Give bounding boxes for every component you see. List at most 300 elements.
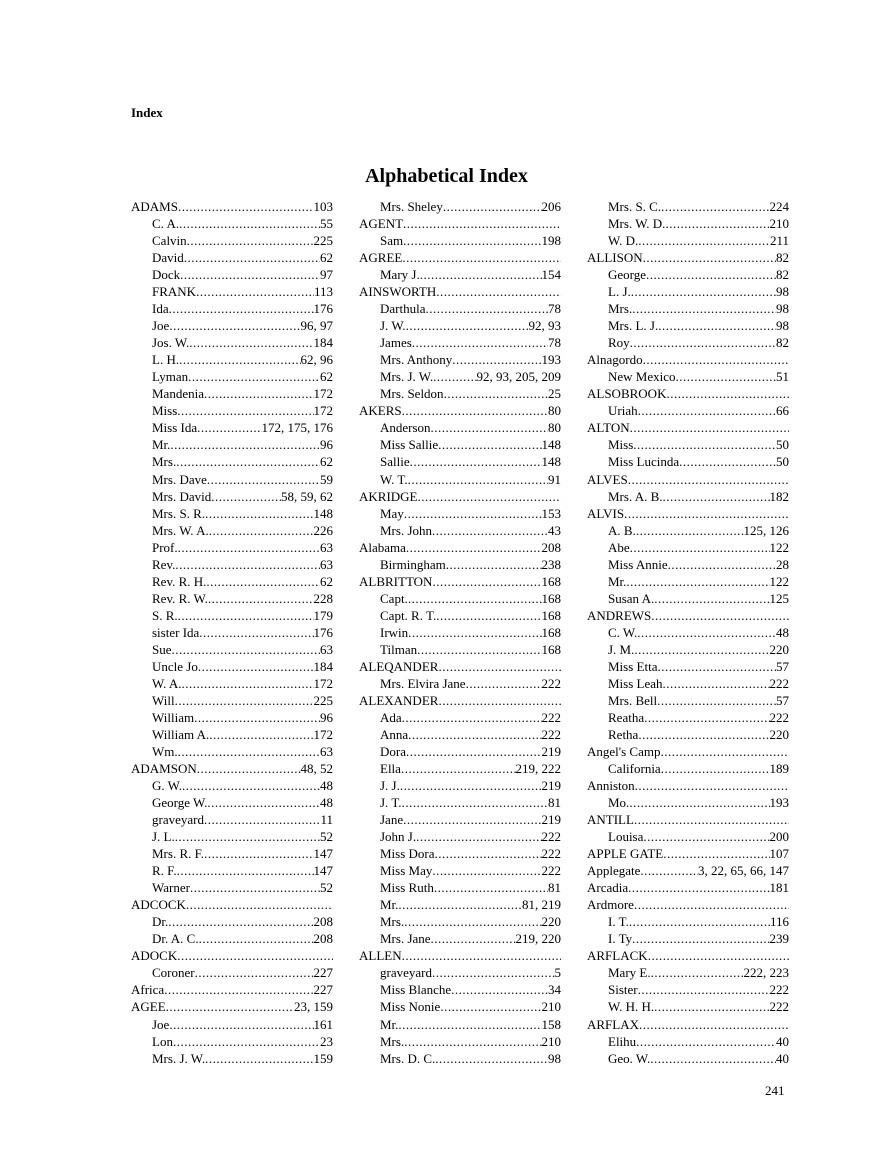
entry-name: ARFLACK <box>587 948 648 964</box>
entry-pages: 82 <box>776 335 789 351</box>
index-subentry <box>359 760 561 777</box>
dot-leader <box>408 726 541 743</box>
entry-name: Mrs. Seldon <box>380 386 444 402</box>
entry-name: James <box>380 335 412 351</box>
entry-name: Uriah <box>608 403 638 419</box>
entry-pages: 55 <box>320 216 333 232</box>
entry-name: Anna <box>380 726 409 742</box>
index-subentry <box>359 522 561 539</box>
entry-pages: 179 <box>313 607 333 623</box>
entry-name: R. F. <box>152 863 177 879</box>
index-subentry <box>587 641 789 658</box>
entry-name: J. T. <box>380 795 402 811</box>
index-subentry <box>131 811 333 828</box>
dot-leader <box>209 726 313 743</box>
entry-pages: 148 <box>541 437 561 453</box>
entry-pages: 98 <box>548 1050 561 1066</box>
entry-pages: 5 <box>554 965 561 981</box>
index-subentry <box>131 1050 333 1067</box>
dot-leader <box>406 317 529 334</box>
entry-pages: 148 <box>313 505 333 521</box>
entry-pages: 62 <box>320 250 333 266</box>
entry-name: ALSOBROOK <box>587 386 667 402</box>
index-entry <box>587 385 789 402</box>
entry-pages: 219 <box>541 812 561 828</box>
index-subentry <box>359 743 561 760</box>
dot-leader <box>657 692 776 709</box>
entry-name: Sister <box>608 982 638 998</box>
dot-leader <box>401 760 516 777</box>
dot-leader <box>179 215 320 232</box>
dot-leader <box>169 317 300 334</box>
dot-leader <box>668 556 776 573</box>
dot-leader <box>638 402 776 419</box>
dot-leader <box>432 522 548 539</box>
index-subentry <box>359 964 561 981</box>
entry-name: S. R. <box>152 607 178 623</box>
dot-leader <box>432 862 541 879</box>
entry-pages: 122 <box>769 539 789 555</box>
dot-leader <box>661 760 770 777</box>
dot-leader <box>177 947 333 964</box>
entry-name: Rev. <box>152 556 176 572</box>
dot-leader <box>640 862 698 879</box>
entry-name: ADAMS <box>131 199 178 214</box>
entry-pages: 227 <box>313 982 333 998</box>
entry-pages: 189 <box>769 761 789 777</box>
dot-leader <box>412 334 548 351</box>
index-subentry <box>587 709 789 726</box>
entry-pages: 34 <box>548 982 561 998</box>
dot-leader <box>204 811 321 828</box>
dot-leader <box>398 896 522 913</box>
entry-name: Jane <box>380 812 404 828</box>
entry-pages: 211 <box>769 233 789 249</box>
index-subentry <box>359 198 561 215</box>
entry-name: W. T. <box>380 471 408 487</box>
index-subentry <box>359 590 561 607</box>
entry-pages: 208 <box>313 914 333 930</box>
entry-pages: 220 <box>769 726 789 742</box>
entry-pages: 210 <box>541 999 561 1015</box>
entry-pages: 181 <box>769 880 789 896</box>
index-column-1 <box>131 198 333 1067</box>
index-subentry <box>587 556 789 573</box>
entry-name: Roy <box>608 335 630 351</box>
index-subentry <box>131 624 333 641</box>
entry-pages: 153 <box>541 505 561 521</box>
dot-leader <box>199 624 313 641</box>
entry-name: Mrs. J. W. <box>380 369 434 385</box>
entry-name: William A. <box>152 726 210 742</box>
dot-leader <box>436 607 541 624</box>
entry-name: Ella <box>380 761 401 777</box>
entry-name: ALLISON <box>587 250 643 266</box>
entry-pages: 222 <box>769 982 789 998</box>
dot-leader <box>438 436 541 453</box>
index-subentry <box>587 402 789 419</box>
entry-pages: 154 <box>541 267 561 283</box>
entry-name: Mrs. S. R. <box>152 505 206 521</box>
entry-name: Miss Dora <box>380 846 435 862</box>
entry-name: Lyman <box>152 369 189 385</box>
entry-name: Miss Ida <box>152 420 198 436</box>
dot-leader <box>403 215 561 232</box>
entry-pages: 52 <box>320 829 333 845</box>
entry-pages: 222 <box>541 709 561 725</box>
dot-leader <box>197 419 261 436</box>
entry-name: W. A. <box>152 675 182 691</box>
index-subentry <box>131 879 333 896</box>
entry-name: G. W. <box>152 778 182 794</box>
dot-leader <box>657 658 776 675</box>
index-subentry <box>359 556 561 573</box>
entry-pages: 48 <box>320 795 333 811</box>
index-subentry <box>131 266 333 283</box>
dot-leader <box>632 300 776 317</box>
index-subentry <box>587 573 789 590</box>
index-subentry <box>359 930 561 947</box>
dot-leader <box>665 215 769 232</box>
index-subentry <box>359 505 561 522</box>
index-entry <box>131 947 333 964</box>
entry-pages: 28 <box>776 556 789 572</box>
entry-name: Sue <box>152 641 172 657</box>
index-subentry <box>359 675 561 692</box>
running-head: Index <box>131 105 163 120</box>
dot-leader <box>631 283 776 300</box>
entry-name: sister Ida <box>152 624 200 640</box>
dot-leader <box>177 402 313 419</box>
entry-name: Joe <box>152 1016 170 1032</box>
entry-name: Mrs. Anthony <box>380 352 453 368</box>
entry-pages: 172, 175, 176 <box>261 420 333 436</box>
dot-leader <box>198 658 314 675</box>
entry-name: Anderson <box>380 420 431 436</box>
entry-pages: 208 <box>313 931 333 947</box>
dot-leader <box>406 743 542 760</box>
entry-pages: 198 <box>541 233 561 249</box>
entry-pages: 239 <box>769 931 789 947</box>
entry-pages: 147 <box>313 846 333 862</box>
entry-pages: 184 <box>313 658 333 674</box>
entry-name: C. A. <box>152 216 180 232</box>
index-subentry <box>131 828 333 845</box>
dot-leader <box>634 641 769 658</box>
index-subentry <box>359 368 561 385</box>
entry-pages: 107 <box>769 846 789 862</box>
index-entry <box>359 283 561 300</box>
index-subentry <box>131 862 333 879</box>
index-subentry <box>131 368 333 385</box>
dot-leader <box>638 981 770 998</box>
index-subentry <box>587 232 789 249</box>
index-subentry <box>359 828 561 845</box>
entry-pages: 225 <box>313 233 333 249</box>
index-entry <box>359 539 561 556</box>
dot-leader <box>178 539 320 556</box>
entry-pages: 103 <box>313 199 333 214</box>
index-entry <box>587 743 789 760</box>
dot-leader <box>194 709 320 726</box>
entry-name: Mrs. Bell <box>608 692 658 708</box>
dot-leader <box>404 1033 541 1050</box>
dot-leader <box>646 266 776 283</box>
dot-leader <box>637 624 776 641</box>
entry-pages: 172 <box>313 403 333 419</box>
entry-pages: 222 <box>769 999 789 1015</box>
dot-leader <box>169 1016 313 1033</box>
entry-name: Capt. <box>380 590 408 606</box>
entry-name: ANDREWS <box>587 607 652 623</box>
entry-name: J. L. <box>152 829 175 845</box>
dot-leader <box>425 300 548 317</box>
entry-pages: 98 <box>776 301 789 317</box>
dot-leader <box>186 896 333 913</box>
index-entry <box>359 488 561 505</box>
index-subentry <box>359 232 561 249</box>
entry-pages: 63 <box>320 641 333 657</box>
entry-name: ANTILL <box>587 812 634 828</box>
entry-pages: 168 <box>541 624 561 640</box>
entry-pages: 113 <box>313 284 333 300</box>
index-column-2 <box>359 198 561 1067</box>
index-subentry <box>587 368 789 385</box>
entry-pages: 222 <box>541 846 561 862</box>
entry-pages: 78 <box>548 335 561 351</box>
entry-pages: 222 <box>769 675 789 691</box>
entry-pages: 206 <box>541 199 561 214</box>
entry-pages: 168 <box>541 607 561 623</box>
entry-name: Geo. W. <box>608 1050 651 1066</box>
dot-leader <box>204 845 313 862</box>
dot-leader <box>431 419 548 436</box>
index-subentry <box>587 930 789 947</box>
entry-name: Sallie <box>380 454 410 470</box>
index-subentry <box>131 505 333 522</box>
entry-pages: 182 <box>769 488 789 504</box>
dot-leader <box>164 981 313 998</box>
entry-name: Dr. <box>152 914 169 930</box>
index-subentry <box>131 913 333 930</box>
dot-leader <box>196 283 314 300</box>
dot-leader <box>408 471 548 488</box>
entry-pages: 172 <box>313 386 333 402</box>
index-subentry <box>587 675 789 692</box>
dot-leader <box>189 334 313 351</box>
dot-leader <box>402 709 542 726</box>
entry-pages: 219, 220 <box>515 931 561 947</box>
dot-leader <box>209 522 314 539</box>
dot-leader <box>410 453 542 470</box>
entry-pages: 62, 96 <box>300 352 333 368</box>
index-subentry <box>359 777 561 794</box>
dot-leader <box>676 368 776 385</box>
entry-pages: 66 <box>776 403 789 419</box>
index-subentry <box>131 317 333 334</box>
dot-leader <box>630 539 770 556</box>
entry-name: Alnagordo <box>587 352 643 368</box>
index-subentry <box>587 488 789 505</box>
dot-leader <box>417 641 541 658</box>
index-entry <box>587 249 789 266</box>
entry-name: Mr. <box>380 897 399 913</box>
dot-leader <box>175 692 314 709</box>
entry-name: Retha <box>608 726 639 742</box>
dot-leader <box>654 590 769 607</box>
entry-name: Miss Leah <box>608 675 663 691</box>
entry-name: Ida <box>152 301 169 317</box>
dot-leader <box>643 828 769 845</box>
dot-leader <box>629 913 770 930</box>
entry-pages: 125 <box>769 590 789 606</box>
index-entry <box>587 351 789 368</box>
entry-name: ALEXANDER <box>359 692 439 708</box>
dot-leader <box>444 385 548 402</box>
dot-leader <box>466 675 542 692</box>
dot-leader <box>628 879 769 896</box>
dot-leader <box>663 488 770 505</box>
index-subentry <box>587 266 789 283</box>
dot-leader <box>180 266 320 283</box>
index-entry <box>131 981 333 998</box>
entry-name: Rev. R. W. <box>152 590 208 606</box>
dot-leader <box>403 232 541 249</box>
entry-name: Mary J. <box>380 267 420 283</box>
entry-name: I. Ty <box>608 931 633 947</box>
dot-leader <box>433 368 476 385</box>
index-subentry <box>359 879 561 896</box>
entry-pages: 48 <box>776 624 789 640</box>
index-subentry <box>131 641 333 658</box>
entry-pages: 48 <box>320 778 333 794</box>
index-subentry <box>587 828 789 845</box>
entry-name: Dora <box>380 744 406 759</box>
entry-name: Mrs. L. J. <box>608 318 659 334</box>
dot-leader <box>654 998 769 1015</box>
entry-name: Abe <box>608 539 630 555</box>
dot-leader <box>626 573 769 590</box>
entry-name: Miss Etta <box>608 658 658 674</box>
dot-leader <box>624 505 789 522</box>
entry-name: Miss Ruth <box>380 880 434 896</box>
entry-name: ADCOCK <box>131 897 186 913</box>
dot-leader <box>628 471 789 488</box>
entry-name: AINSWORTH <box>359 284 437 300</box>
dot-leader <box>663 675 770 692</box>
entry-name: Capt. R. T. <box>380 607 437 623</box>
dot-leader <box>205 505 313 522</box>
entry-name: graveyard <box>152 812 204 828</box>
entry-name: Birmingham <box>380 556 446 572</box>
entry-name: May <box>380 505 404 521</box>
index-subentry <box>131 1016 333 1033</box>
dot-leader <box>635 777 789 794</box>
entry-pages: 168 <box>541 641 561 657</box>
index-subentry <box>131 692 333 709</box>
dot-leader <box>632 930 769 947</box>
entry-name: Miss Nonie <box>380 999 441 1015</box>
index-subentry <box>131 283 333 300</box>
index-entry <box>359 658 561 675</box>
entry-pages: 11 <box>320 812 333 828</box>
entry-name: ADAMSON <box>131 761 197 777</box>
index-entry <box>587 811 789 828</box>
dot-leader <box>204 385 314 402</box>
entry-name: California <box>608 761 661 777</box>
index-subentry <box>359 317 561 334</box>
entry-pages: 148 <box>541 454 561 470</box>
entry-pages: 48, 52 <box>300 761 333 777</box>
index-entry <box>587 419 789 436</box>
entry-pages: 98 <box>776 318 789 334</box>
entry-pages: 225 <box>313 692 333 708</box>
index-subentry <box>587 981 789 998</box>
index-subentry <box>587 283 789 300</box>
entry-pages: 222, 223 <box>743 965 789 981</box>
entry-pages: 161 <box>313 1016 333 1032</box>
entry-pages: 220 <box>541 914 561 930</box>
index-subentry <box>587 539 789 556</box>
entry-name: John J. <box>380 829 417 845</box>
dot-leader <box>408 624 541 641</box>
dot-leader <box>402 249 561 266</box>
entry-name: Reatha <box>608 709 645 725</box>
index-subentry <box>587 300 789 317</box>
entry-pages: 208 <box>541 539 561 555</box>
index-subentry <box>131 471 333 488</box>
dot-leader <box>188 368 320 385</box>
index-entry <box>359 947 561 964</box>
entry-pages: 219 <box>541 778 561 794</box>
entry-name: ALVIS <box>587 505 625 521</box>
index-subentry <box>359 794 561 811</box>
entry-name: Mrs. Sheley <box>380 199 443 214</box>
entry-pages: 227 <box>313 965 333 981</box>
entry-name: Louisa <box>608 829 644 845</box>
entry-pages: 158 <box>541 1016 561 1032</box>
index-subentry <box>359 471 561 488</box>
entry-pages: 222 <box>541 726 561 742</box>
entry-name: Miss <box>152 403 178 419</box>
dot-leader <box>443 198 542 215</box>
dot-leader <box>179 351 300 368</box>
entry-name: Ada <box>380 709 402 725</box>
index-entry <box>587 471 789 488</box>
entry-pages: 91 <box>548 471 561 487</box>
dot-leader <box>446 556 542 573</box>
dot-leader <box>634 811 789 828</box>
index-subentry <box>359 913 561 930</box>
dot-leader <box>211 488 281 505</box>
entry-name: Mrs. <box>608 301 633 317</box>
index-subentry <box>359 385 561 402</box>
entry-pages: 219, 222 <box>515 761 561 777</box>
index-entry <box>587 505 789 522</box>
dot-leader <box>658 317 776 334</box>
entry-name: Jos. W. <box>152 335 190 351</box>
entry-pages: 116 <box>769 914 789 930</box>
entry-name: J. W. <box>380 318 406 334</box>
entry-pages: 125, 126 <box>743 522 789 538</box>
entry-pages: 50 <box>776 437 789 453</box>
dot-leader <box>644 709 769 726</box>
entry-name: Sam <box>380 233 404 249</box>
entry-name: ALTON <box>587 420 630 436</box>
entry-name: Mary E. <box>608 965 651 981</box>
entry-name: Irwin <box>380 624 409 640</box>
dot-leader <box>643 249 776 266</box>
